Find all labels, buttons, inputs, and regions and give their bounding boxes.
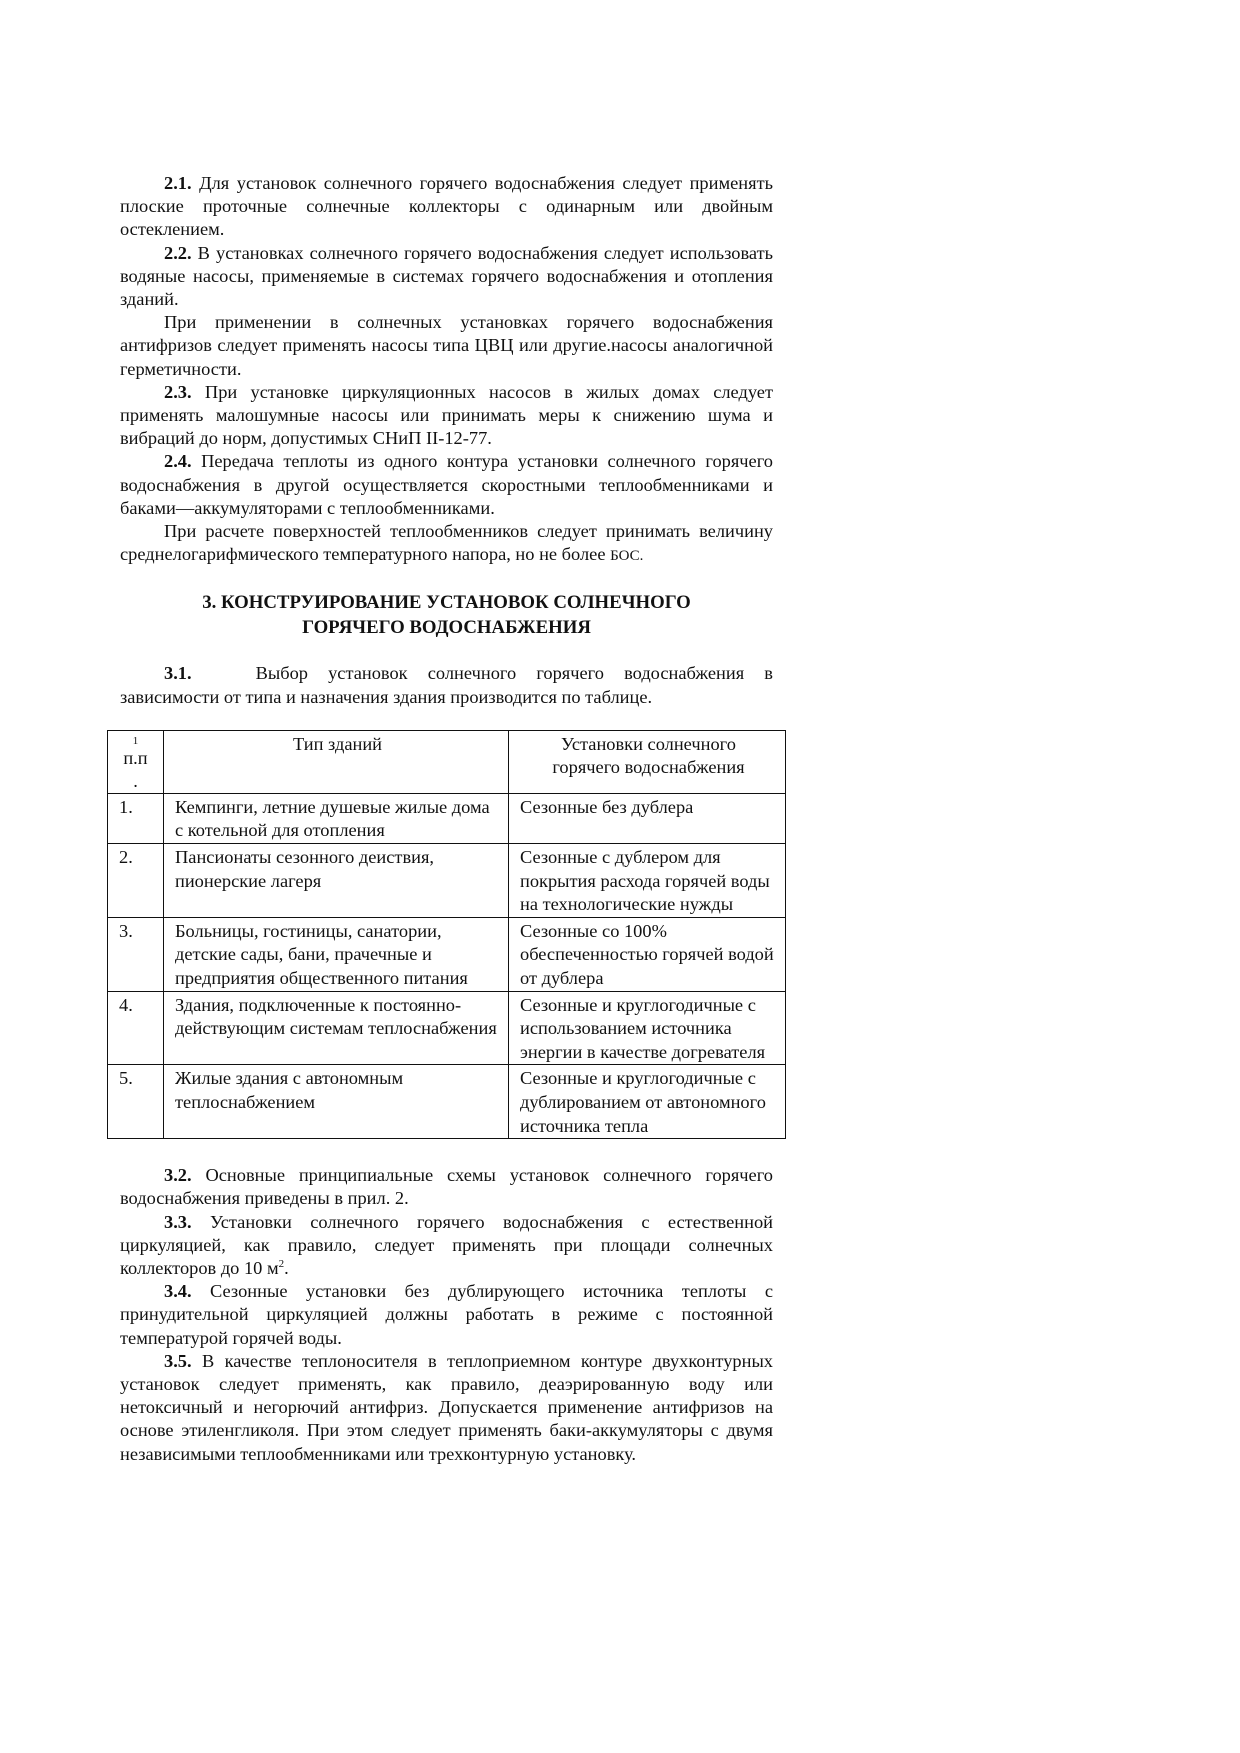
paragraph-text: В качестве теплоносителя в теплоприемном контуре двухконтурных установок следует применять, как правило, деаэрированную воду или нетоксичный и негорючий антифриз. Допускается применение антифризов на основе этиленгликоля. При этом следует применять баки-аккумуляторы с двумя независимыми теплообменниками или трехконтурную установку. [120,1350,773,1464]
clause-number: 3.4. [164,1281,192,1302]
paragraph-3-2 [120,1164,773,1210]
paragraph-end: . [284,1257,289,1278]
paragraph-3-5 [120,1350,773,1466]
paragraph-2-2 [120,242,773,312]
building-installation-table [107,730,786,1139]
table-row [108,844,786,918]
row-building-type: Пансионаты сезонного деиствия, пионерские лагеря [164,844,509,918]
header-installation-line-1: Установки солнечного [561,733,736,754]
table-row [108,1065,786,1139]
header-number-cell [108,730,164,793]
row-installation: Сезонные без дублера [509,793,786,843]
section-3-heading [120,590,773,640]
paragraph-text: При установке циркуляционных насосов в жилых домах следует применять малошумные насосы или принимать меры к снижению шума и вибраций до норм, допустимых СНиП II-12-77. [120,381,773,449]
paragraph-3-4 [120,1280,773,1350]
row-number: 1. [108,793,164,843]
row-building-type: Жилые здания с автономным теплоснабжением [164,1065,509,1139]
row-building-type: Больницы, гостиницы, санатории, детские сады, бани, прачечные и предприятия общественного питания [164,917,509,991]
header-building-type: Тип зданий [164,730,509,793]
document-page [120,172,773,1466]
paragraph-tail: БОС. [610,548,644,565]
paragraph-text: При расчете поверхностей теплообменников следует принимать величину среднелогарифмического температурного напора, но не более [120,521,773,565]
superscript-2: 2 [278,1257,285,1270]
paragraph-3-3 [120,1211,773,1281]
paragraph-3-1 [120,662,773,708]
row-building-type: Здания, подключенные к постоянно-действующим системам теплоснабжения [164,991,509,1065]
paragraph-text: Установки солнечного горячего водоснабжения с естественной циркуляцией, как правило, следует применять при площади солнечных коллекторов до 10 м [120,1211,773,1278]
clause-number: 3.2. [164,1165,192,1186]
row-installation: Сезонные и круглогодичные с дублированием от автономного источника тепла [509,1065,786,1139]
header-installation-type [509,730,786,793]
header-installation-line-2: горячего водоснабжения [552,757,745,778]
paragraph-2-4-heat-exchangers [120,520,773,568]
paragraph-2-2-antifreeze [120,311,773,381]
clause-number: 3.5. [164,1350,192,1371]
paragraph-text: Для установок солнечного горячего водоснабжения следует применять плоские проточные солнечные коллекторы с одинарным или двойным остеклением. [120,173,773,240]
table-row [108,991,786,1065]
clause-number: 2.4. [164,451,192,472]
row-number: 2. [108,844,164,918]
row-installation: Сезонные с дублером для покрытия расхода горячей воды на технологические нужды [509,844,786,918]
heading-line-2: ГОРЯЧЕГО ВОДОСНАБЖЕНИЯ [302,617,591,639]
row-installation: Сезонные и круглогодичные с использованием источника энергии в качестве догревателя [509,991,786,1065]
paragraph-text: В установках солнечного горячего водоснабжения следует использовать водяные насосы, применяемые в системах горячего водоснабжения и отопления зданий. [120,242,773,310]
paragraph-text: Выбор установок солнечного горячего водоснабжения в зависимости от типа и назначения здания производится по таблице. [120,663,773,707]
paragraph-text: Основные принципиальные схемы установок солнечного горячего водоснабжения приведены в прил. 2. [120,1165,773,1209]
paragraph-text: Передача теплоты из одного контура установки солнечного горячего водоснабжения в другой осуществляется скоростными теплообменниками и баками—аккумуляторами с теплообменниками. [120,451,773,518]
clause-number: 2.1. [164,173,192,193]
row-installation: Сезонные со 100% обеспеченностью горячей водой от дублера [509,917,786,991]
clause-number: 2.2. [164,242,192,263]
table-row [108,793,786,843]
clause-number: 3.1. [164,663,192,684]
header-number-superscript: 1 [132,734,139,747]
row-number: 4. [108,991,164,1065]
paragraph-2-4 [120,450,773,520]
paragraph-2-1 [120,172,773,242]
clause-number: 3.3. [164,1211,192,1232]
clause-number: 2.3. [164,381,192,402]
row-number: 3. [108,917,164,991]
paragraph-text: При применении в солнечных установках горячего водоснабжения антифризов следует применять насосы типа ЦВЦ или другие.насосы аналогичной герметичности. [120,312,773,379]
paragraph-text: Сезонные установки без дублирующего источника теплоты с принудительной циркуляцией должны работать в режиме с постоянной температурой горячей воды. [120,1281,773,1348]
paragraph-2-3 [120,381,773,451]
table-header-row [108,730,786,793]
header-number-label: п.п [123,747,148,768]
row-number: 5. [108,1065,164,1139]
heading-line-1: 3. КОНСТРУИРОВАНИЕ УСТАНОВОК СОЛНЕЧНОГО [202,592,691,614]
header-number-dot: . [133,770,138,791]
row-building-type: Кемпинги, летние душевые жилые дома с котельной для отопления [164,793,509,843]
table-row [108,917,786,991]
